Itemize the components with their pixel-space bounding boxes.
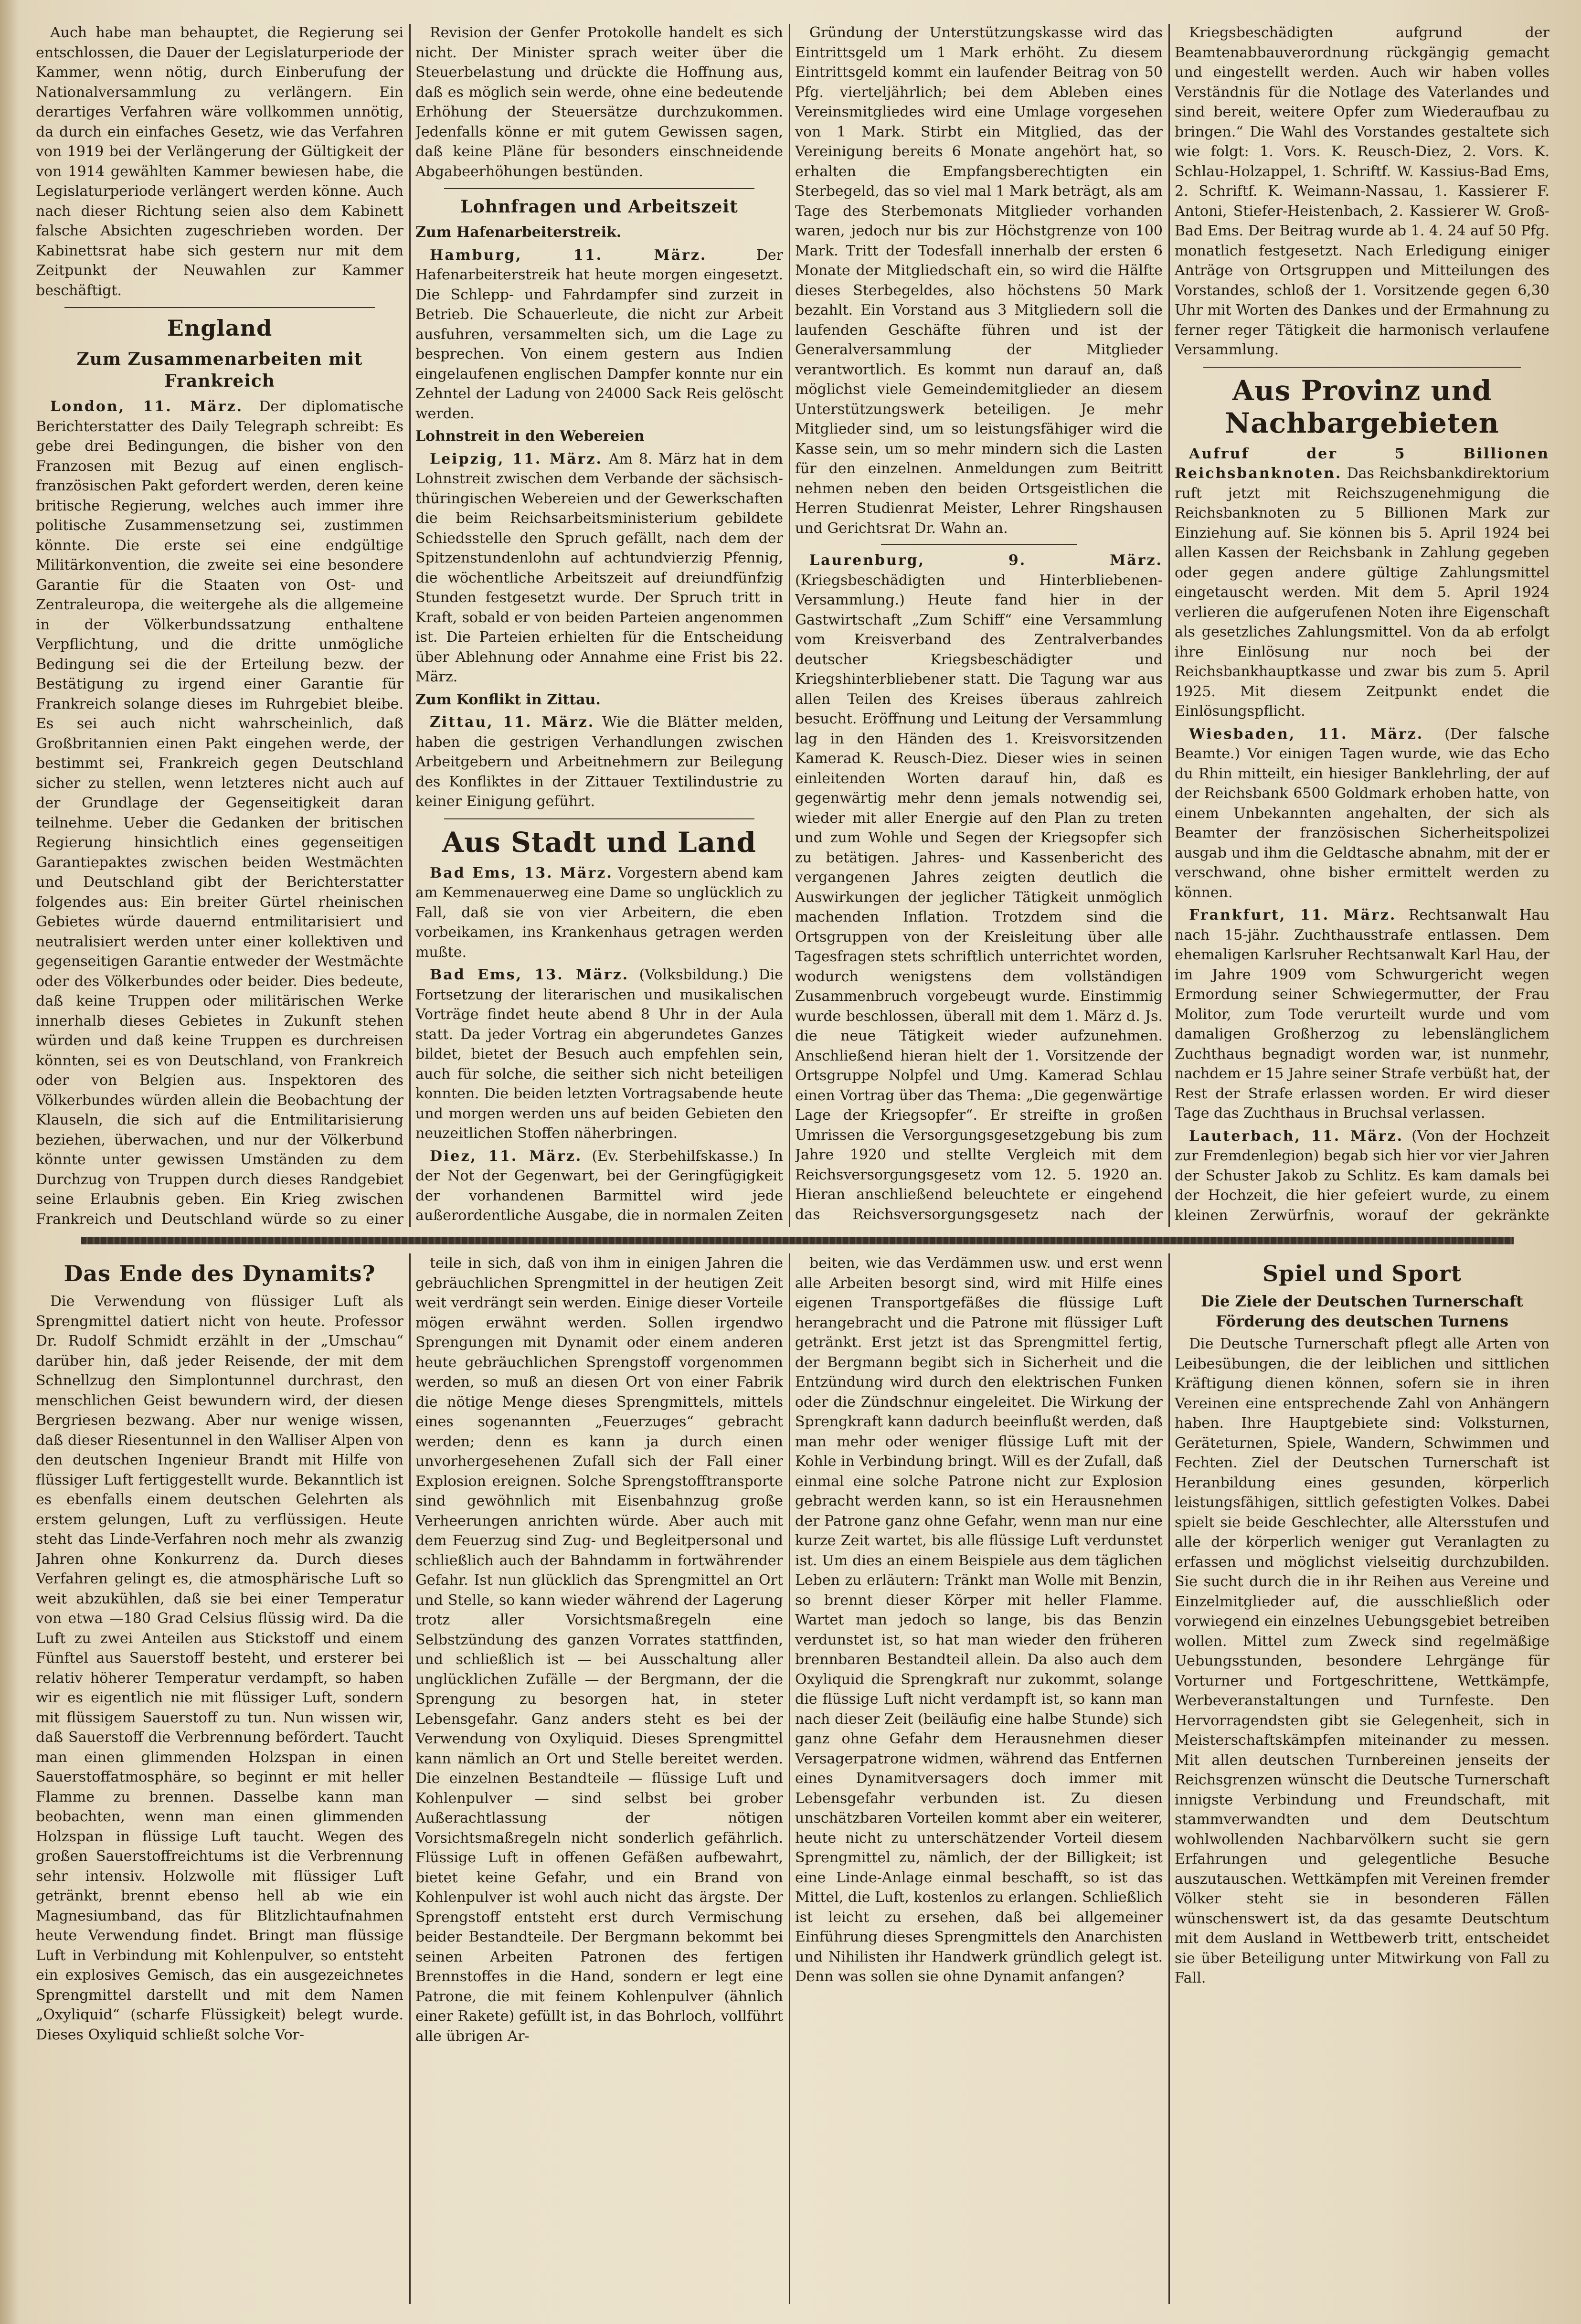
lohn-text-2: Am 8. März hat in dem Lohnstreit zwischen dem Verbande der sächsisch-thüringischen Webereien und der Gewerkschaften die beim Reichsarbeitsministerium gebildete Schiedsstelle den Spruch gefällt, nach dem der Spitzenstundenlohn auf achtundvierzig Pfennig, die wöchentliche Arbeitszeit auf dreiundfünfzig Stunden festgesetzt wurde. Der Spruch tritt in Kraft, sobald er von beiden Parteien angenommen ist. Die Parteien erhielten für die Entscheidung über Ablehnung oder Annahme eine Frist bis 22. März. — [415, 450, 783, 685]
provinz-dateline-2: Wiesbaden, 11. März. — [1189, 725, 1424, 743]
column-3 — [795, 23, 1163, 1226]
stadt-dateline-3: Diez, 11. März. — [430, 1147, 583, 1165]
divider — [444, 188, 754, 189]
provinz-article-2 — [1175, 724, 1549, 903]
provinz-text-4: (Von der Hochzeit zur Fremdenlegion) begab sich hier vor vier Jahren der Schuster Jakob zu Schlitz. Es kam damals bei der Hochzeit, die hier gefeiert wurde, zu einem kleinen Zerwürfnis, worauf der gekränkte — [1175, 1127, 1549, 1224]
lohn-article-2 — [415, 449, 783, 687]
page-edge-shadow — [0, 0, 19, 2324]
laurenburg-dateline: Laurenburg, 9. März. — [809, 552, 1163, 569]
england-kicker: England — [167, 315, 273, 341]
sport-headline: Spiel und Sport — [1262, 1261, 1462, 1286]
feature-column-2 — [415, 1253, 783, 2304]
provinz-article-1 — [1175, 444, 1549, 722]
provinz-article-4 — [1175, 1126, 1549, 1227]
sport-text: Die Deutsche Turnerschaft pflegt alle Arten von Leibesübungen, die der leiblichen und sittlichen Kräftigung dienen können, sofern sie in ihren Vereinen eine entsprechende Zahl von Anhängern haben. Ihre Hauptgebiete sind: Volksturnen, Geräteturnen, Spiele, Wandern, Schwimmen und Fechten. Ziel der Deutschen Turnerschaft ist Heranbildung eines gesunden, körperlich leistungsfähigen, sittlich gefestigten Volkes. Dabei spielt sie beide Geschlechter, alle Altersstufen und alle der körperlich weniger gut Veranlagten zu erfassen und möglichst vielseitig durchzubilden. Sie sucht durch die in ihr Reihen aus Vereine und Einzelmitglieder auf, die ausschließlich oder vorwiegend ein einzelnes Uebungsgebiet betreiben wollen. Mittel zum Zweck sind regelmäßige Uebungsstunden, besondere Lehrgänge für Vorturner und Fortgeschrittene, Wettkämpfe, Werbeveranstaltungen und Turnfeste. Den Hervorragendsten gibt sie Gelegenheit, sich in Meisterschaftskämpfen miteinander zu messen. Mit allen deutschen Turnbereinen jenseits der Reichsgrenzen wünscht die Deutsche Turnerschaft innigste Verbindung und Freundschaft, mit stammverwandten und dem Deutschtum wohlwollenden Nachbarvölkern sucht sie gern Erfahrungen und gelegentliche Besuche auszutauschen. Wettkämpfen mit Vereinen fremder Völker steht sie in besonderen Fällen wünschenswert ist, da das gesamte Deutschtum mit dem Ausland in Wettbewerb tritt, entscheidet sie über Beteiligung unter Mitwirkung von Fall zu Fall. — [1175, 1336, 1549, 1986]
stadt-dateline-2: Bad Ems, 13. März. — [430, 966, 629, 983]
provinz-text-2: (Der falsche Beamte.) Vor einigen Tagen wurde, wie das Echo du Rhin mitteilt, ein hiesiger Banklehrling, der auf der Reichsbank 6500 Goldmark erhoben hatte, von einem Unbekannten angehalten, der sich als Beamter der französischen Sicherheitspolizei ausgab und ihm die Geldtasche abnahm, mit der er verschwand, ohne bisher ermittelt werden zu können. — [1175, 725, 1549, 901]
laurenburg-text: (Kriegsbeschädigten und Hinterbliebenen-Versammlung.) Heute fand hier in der Gastwirtschaft „Zum Schiff“ eine Versammlung vom Kreisverband des Zentralverbandes deutscher Kriegsbeschädigter und Kriegshinterbliebener statt. Die Tagung war aus allen Teilen des Kreises überaus zahlreich besucht. Eröffnung und Leitung der Versammlung lag in den Händen des 1. Kreisvorsitzenden Kamerad K. Reusch-Diez. Dieser wies in seinen einleitenden Worten darauf hin, daß es gegenwärtig mehr denn jemals notwendig sei, wieder mit aller Energie auf den Plan zu treten und zum Wohle und Segen der Kriegsopfer sich zu betätigen. Jahres- und Kassenbericht des vergangenen Jahres zeigten deutlich die Auswirkungen der jeglicher Tätigkeit unmöglich machenden Inflation. Trotzdem sind die Ortsgruppen von der Kreisleitung über alle Tagesfragen stets schriftlich unterrichtet worden, wodurch wenigstens dem vollständigen Zusammenbruch vorgebeugt wurde. Einstimmig wurde beschlossen, überall mit dem 1. März d. Js. die neue Tätigkeit wieder aufzunehmen. Anschließend hieran hielt der 1. Vorsitzende der Ortsgruppe Nolpfel und Umg. Kamerad Schlau einen Vortrag über das Thema: „Die gegenwärtige Lage der Kriegsopfer“. Er streifte in großen Umrissen die Versorgungsgesetzgebung bis zum Jahre 1920 und stellte Vergleich mit dem Reichsversorgungsgesetz vom 12. 5. 1920 an. Hieran anschließend beleuchtete er eingehend das Reichsversorgungsgesetz nach der — [795, 572, 1163, 1223]
lohn-subhead-1: Zum Hafenarbeiterstreik. — [415, 224, 622, 241]
feature-text-3: beiten, wie das Verdämmen usw. und erst wenn alle Arbeiten besorgt sind, wird mit Hilfe eines eigenen Transportgefäßes die flüssige Luft herangebracht und die Patrone mit flüssiger Luft getränkt. Erst jetzt ist das Sprengmittel fertig, der Bergmann begibt sich in Sicherheit und die Entzündung wird durch den elektrischen Funken oder die Zündschnur eingeleitet. Die Wirkung der Sprengkraft kann dadurch beeinflußt werden, daß man mehr oder weniger flüssige Luft mit der Kohle in Verbindung bringt. Will es der Zufall, daß einmal eine solche Patrone nicht zur Explosion gebracht werden kann, so ist ein Herausnehmen der Patrone ganz ohne Gefahr, wenn man nur eine kurze Zeit wartet, bis alle flüssige Luft verdunstet ist. Um dies an einem Beispiele aus dem täglichen Leben zu erläutern: Tränkt man Wolle mit Benzin, so brennt dieser Körper mit heller Flamme. Wartet man jedoch so lange, bis das Benzin verdunstet ist, so hat man wieder den früheren brennbaren Bestandteil allein. Da also auch dem Oxyliquid die Sprengkraft nur zukommt, solange die flüssige Luft nicht verdampft ist, so kann man nach dieser Zeit (beiläufig eine halbe Stunde) sich ganz ohne Gefahr dem Herausnehmen dieser Versagerpatrone widmen, während das Entfernen eines Dynamitversagers doch immer mit Lebensgefahr verbunden ist. Zu diesen unschätzbaren Vorteilen kommt aber ein weiterer, heute nicht zu unterschätzender Vorteil diesem Sprengmittel zu, nämlich, der der Billigkeit; ist eine Linde-Anlage einmal beschafft, so ist das Mittel, die Luft, kostenlos zu erlangen. Schließlich ist leicht zu ersehen, daß bei allgemeiner Einführung dieses Sprengmittels den Anarchisten und Nihilisten ihr Handwerk gründlich gelegt ist. Denn was sollen sie ohne Dynamit anfangen? — [795, 1255, 1163, 1985]
feature-headline: Das Ende des Dynamits? — [64, 1261, 376, 1286]
provinz-subhead-1: Aufruf der 5 Billionen Reichsbanknoten. — [1175, 445, 1549, 482]
england-dateline: London, 11. März. — [50, 398, 244, 415]
lohn-text-3: Wie die Blätter melden, haben die gestrigen Verhandlungen zwischen Arbeitgebern und Arbeitnehmern zur Beilegung des Konfliktes in der Zittauer Textilindustrie zu keiner Einigung geführt. — [415, 714, 783, 810]
laurenburg-article — [795, 551, 1163, 1226]
lohn-text-1: Der Hafenarbeiterstreik hat heute morgen eingesetzt. Die Schlepp- und Fahrdampfer sind zurzeit in Betrieb. Die Schauerleute, die nicht zur Arbeit ausfuhren, versammelten sich, um die Lage zu besprechen. Von einem gestern aus Indien eingelaufenen englischen Dampfer konnte nur ein Zehntel der Ladung von 24000 Sack Reis gelöscht werden. — [415, 246, 783, 422]
sport-subhead: Die Ziele der Deutschen Turnerschaft Förderung des deutschen Turnens — [1201, 1292, 1523, 1330]
lohn-dateline-3: Zittau, 11. März. — [430, 714, 595, 731]
lohn-subhead-3: Zum Konflikt in Zittau. — [415, 691, 601, 708]
column-4 — [1175, 23, 1549, 1226]
col1-intro: Auch habe man behauptet, die Regierung sei entschlossen, die Dauer der Legislaturperiode der Kammer, wenn nötig, durch Einberufung der Nationalversammlung zu verlängern. Ein derartiges Verfahren wäre vollkommen unnötig, da durch ein einfaches Gesetz, wie das Verfahren von 1919 bei der Verlängerung der Gültigkeit der von 1914 gewählten Kammer bewiesen habe, die Legislaturperiode verlängert werden könne. Auch nach dieser Richtung seien also dem Kabinett falsche Absichten zugeschrieben worden. Der Kabinettsrat habe sich gestern nur mit dem Zeitpunkt der Neuwahlen zur Kammer beschäftigt. — [36, 24, 403, 299]
col2-intro: Revision der Genfer Protokolle handelt es sich nicht. Der Minister sprach weiter über die Steuerbelastung und drückte die Hoffnung aus, daß es möglich sein werde, ohne eine bedeutende Erhöhung der Steuersätze durchzukommen. Jedenfalls könne er mit gutem Gewissen sagen, daß keine Pläne für besonders einschneidende Abgabeerhöhungen bestünden. — [415, 24, 783, 180]
provinz-dateline-3: Frankfurt, 11. März. — [1189, 907, 1397, 923]
feature-text-1: Die Verwendung von flüssiger Luft als Sprengmittel datiert nicht von heute. Professor Dr. Rudolf Schmidt erzählt in der „Umschau“ darüber hin, daß jeder Reisende, der mit dem Schnellzug den Simplontunnel durchrast, den menschlichen Geist bewundern wird, der diesen Bergriesen bezwang. Aber nur wenige wissen, daß dieser Riesentunnel in den Walliser Alpen von den deutschen Ingenieur Brandt mit Hilfe von flüssiger Luft fertiggestellt wurde. Bekanntlich ist es ebenfalls einem deutschen Gelehrten als erstem gelungen, Luft zu verflüssigen. Heute steht das Linde-Verfahren noch mehr als zwanzig Jahren ohne Konkurrenz da. Durch dieses Verfahren gelingt es, die atmosphärische Luft so weit abzukühlen, daß sie bei einer Temperatur von etwa —180 Grad Celsius flüssig wird. Da die Luft zu zwei Anteilen aus Stickstoff und einem Fünftel aus Sauerstoff besteht, und ersterer bei relativ höherer Temperatur verdampft, so haben wir es eigentlich nie mit flüssiger Luft, sondern mit flüssigem Sauerstoff zu tun. Nun wissen wir, daß Sauerstoff die Verbrennung befördert. Taucht man einen glimmenden Holzspan in einen Sauerstoffatmosphäre, so beginnt er mit heller Flamme zu brennen. Dasselbe kann man beobachten, wenn man einen glimmenden Holzspan in flüssige Luft taucht. Wegen des großen Sauerstoffreichtums ist die Verbrennung sehr intensiv. Holzwolle mit flüssiger Luft getränkt, brennt ebenso hell ab wie ein Magnesiumband, das für Blitzlichtaufnahmen heute Verwendung findet. Bringt man flüssige Luft in Verbindung mit Kohlenpulver, so entsteht ein explosives Gemisch, das ein ausgezeichnetes Sprengmittel darstellt und mit dem Namen „Oxyliquid“ (scharfe Flüssigkeit) belegt wurde. Dieses Oxyliquid schließt solche Vor- — [36, 1293, 403, 2043]
sport-column — [1175, 1253, 1549, 2304]
england-text: Der diplomatische Berichterstatter des Daily Telegraph schreibt: Es gebe drei Bedingungen, die bisher von den Franzosen mit Bezug auf einen englisch-französischen Pakt gefordert werden, deren keine britische Regierung, welches auch immer ihre politische Zusammensetzung sei, zustimmen könnte. Die erste sei eine endgültige Militärkonvention, die zweite sei eine besondere Garantie für die Staaten von Ost- und Zentraleuropa, die weitergehe als die allgemeine in der Völkerbundssatzung enthaltene Verpflichtung, und die dritte unmögliche Bedingung sei die der Erteilung bezw. der Bestätigung zu irgend einer Garantie für Frankreich solange dieses im Ruhrgebiet bleibe. Es sei auch nicht wahrscheinlich, daß Großbritannien einen Pakt eingehen werde, der bestimmt sei, Frankreich gegen Deutschland sicher zu stellen, wenn letzteres nicht auch auf der Grundlage der Gegenseitigkeit daran teilnehme. Ueber die Gedanken der britischen Regierung hinsichtlich eines gegenseitigen Garantiepaktes zwischen beiden Westmächten und Deutschland gibt der Berichterstatter folgendes aus: Ein breiter Gürtel rheinischen Gebietes würde dauernd entmilitarisiert und neutralisiert werden unter einer kollektiven und gegenseitigen Garantie entweder der Westmächte oder des Völkerbundes oder beider. Dies bedeute, daß keine Truppen oder militärischen Werke innerhalb dieses Gebietes in Zukunft stehen würden und daß keine Truppen es durchreisen könnten, sei es von Deutschland, von Frankreich oder von Belgien aus. Inspektoren des Völkerbundes würden allein die Beobachtung der Klauseln, die sich auf die Entmilitarisierung beziehen, überwachen, und nur der Völkerbund könnte unter gewissen Umständen zu dem Durchzug von Truppen durch dieses Randgebiet seine Erlaubnis geben. Ein Krieg zwischen Frankreich und Deutschland würde so zu einer — [36, 398, 403, 1226]
column-rule — [789, 24, 790, 1227]
stadt-text-2: (Volksbildung.) Die Fortsetzung der literarischen und musikalischen Vorträge findet heute abend 8 Uhr in der Aula statt. Da jeder Vortrag ein abgerundetes Ganzes bildet, bietet der Besuch auch empfehlen sein, auch für solche, die seither sich nicht beteiligen konnten. Die beiden letzten Vortragsabende heute und morgen werden uns auf beiden Gebieten den neuzeitlichen Stoffen näherbringen. — [415, 966, 783, 1142]
lohn-dateline-1: Hamburg, 11. März. — [430, 246, 707, 264]
provinz-article-3 — [1175, 905, 1549, 1124]
stadt-headline: Aus Stadt und Land — [442, 826, 756, 859]
diez-continued: Gründung der Unterstützungskasse wird das Eintrittsgeld um 1 Mark erhöht. Zu diesem Eintrittsgeld kommt ein laufender Beitrag von 50 Pfg. vierteljährlich; bei dem Ableben eines Vereinsmitgliedes wird eine Umlage vorgesehen von 1 Mark. Stirbt ein Mitglied, das der Vereinigung bereits 6 Monate angehört hat, so erhalten die Empfangsberechtigten ein Sterbegeld, das so viel mal 1 Mark beträgt, als am Tage des Sterbemonats Mitglieder vorhanden waren, jedoch nur bis zur Höchstgrenze von 100 Mark. Tritt der Todesfall innerhalb der ersten 6 Monate der Mitgliedschaft ein, so wird die Hälfte dieses Sterbegeldes, also höchstens 50 Mark bezahlt. Ein Vorstand aus 3 Mitgliedern soll die laufenden Geschäfte führen und ist der Generalversammlung der Mitglieder verantwortlich. Es kommt nun darauf an, daß möglichst viele Gemeindemitglieder an diesem Unterstützungswerk beteiligen. Je mehr Mitglieder sind, um so leistungsfähiger wird die Kasse sein, um so mehr mindern sich die Lasten für den einzelnen. Anmeldungen zum Beitritt nehmen neben den beiden Ortsgeistlichen die Herren Studienrat Meister, Lehrer Ringshausen und Gerichtsrat Dr. Wahn an. — [795, 24, 1163, 537]
england-headline: Zum Zusammenarbeiten mit Frankreich — [76, 349, 363, 391]
lohn-article-3 — [415, 712, 783, 812]
divider — [1203, 367, 1521, 368]
stadt-dateline-1: Bad Ems, 13. März. — [430, 864, 613, 881]
provinz-dateline-4: Lauterbach, 11. März. — [1189, 1127, 1404, 1145]
column-rule — [1168, 24, 1170, 1227]
lohn-headline: Lohnfragen und Arbeitszeit — [460, 197, 738, 217]
lohn-subhead-2: Lohnstreit in den Webereien — [415, 428, 645, 445]
column-rule — [409, 1253, 411, 2304]
lohn-dateline-2: Leipzig, 11. März. — [430, 450, 603, 467]
lohn-article-1 — [415, 245, 783, 424]
column-rule — [409, 24, 411, 1227]
column-rule — [789, 1253, 790, 2304]
column-2 — [415, 23, 783, 1226]
provinz-text-1: Das Reichsbankdirektorium ruft jetzt mit Reichszugenehmigung die Reichsbanknoten zu 5 Billionen Mark zur Einziehung auf. Sie können bis 5. April 1924 bei allen Kassen der Reichsbank in Zahlung gegeben oder gegen andere gültige Zahlungsmittel eingetauscht werden. Mit dem 5. April 1924 verlieren die aufgerufenen Noten ihre Eigenschaft als gesetzliches Zahlungsmittel. Von da ab erfolgt ihre Einlösung nur noch bei der Reichsbankhauptkasse und zwar bis zum 5. April 1925. Mit diesem Zeitpunkt endet die Einlösungspflicht. — [1175, 465, 1549, 720]
feature-column-3 — [795, 1253, 1163, 2304]
england-article — [36, 397, 403, 1226]
divider — [64, 307, 375, 308]
stadt-article-2 — [415, 965, 783, 1144]
stadt-article-3 — [415, 1146, 783, 1227]
stadt-text-1: Vorgestern abend kam am Kemmenauerweg eine Dame so unglücklich zu Fall, daß sie von vier Arbeitern, die eben vorbeikamen, ins Krankenhaus getragen werden mußte. — [415, 864, 783, 961]
column-rule — [1168, 1253, 1170, 2304]
provinz-text-3: Rechtsanwalt Hau nach 15-jähr. Zuchthausstrafe entlassen. Dem ehemaligen Karlsruher Rechtsanwalt Karl Hau, der im Jahre 1909 vom Schwurgericht wegen Ermordung seiner Schwiegermutter, der Frau Molitor, zum Tode verurteilt wurde und vom damaligen Großherzog zu lebenslänglichem Zuchthaus begnadigt worden war, ist nunmehr, nachdem er 15 Jahre seiner Strafe verbüßt hat, der Rest der Strafe erlassen worden. Er wird dieser Tage das Zuchthaus in Bruchsal verlassen. — [1175, 907, 1549, 1122]
divider — [444, 818, 754, 819]
column-1 — [36, 23, 403, 1226]
divider — [881, 544, 1077, 545]
col4-intro: Kriegsbeschädigten aufgrund der Beamtenabbauverordnung rückgängig gemacht und eingestellt werden. Auch wir haben volles Verständnis für die Notlage des Vaterlandes und sind bereit, weitere Opfer zum Wiederaufbau zu bringen.“ Die Wahl des Vorstandes gestaltete sich wie folgt: 1. Vors. K. Reusch-Diez, 2. Vors. K. Schlau-Holzappel, 1. Schriftf. W. Kassius-Bad Ems, 2. Schriftf. K. Weimann-Nassau, 1. Kassierer F. Antoni, Stiefer-Heistenbach, 2. Kassierer W. Groß-Bad Ems. Der Beitrag wurde ab 1. 4. 24 auf 50 Pfg. monatlich festgesetzt. Nach Erledigung einiger Anträge von Ortsgruppen und Mitteilungen des Vorstandes, schloß der 1. Vorsitzende gegen 6,30 Uhr mit Worten des Dankes und der Ermahnung zu ferner reger Tätigkeit die harmonisch verlaufene Versammlung. — [1175, 24, 1549, 358]
stadt-text-3: (Ev. Sterbehilfskasse.) In der Not der Gegenwart, bei der Geringfügigkeit der vorhandenen Barmittel wird jede außerordentliche Ausgabe, die in normalen Zeiten — [415, 1147, 783, 1224]
feature-column-1 — [36, 1253, 403, 2304]
feuilleton-rule — [81, 1237, 1514, 1244]
stadt-article-1 — [415, 863, 783, 963]
provinz-headline: Aus Provinz und Nachbargebieten — [1225, 374, 1499, 439]
feature-text-2: teile in sich, daß von ihm in einigen Jahren die gebräuchlichen Sprengmittel in der heutigen Zeit weit verdrängt sein werden. Einige dieser Vorteile mögen erwähnt werden. Sollen irgendwo Sprengungen mit Dynamit oder einem anderen heute gebräuchlichen Sprengstoff vorgenommen werden, so muß an diesen Ort von einer Fabrik die nötige Menge dieses Sprengmittels, mittels eines sogenannten „Feuerzuges“ gebracht werden; denn es kann ja durch einen unvorhergesehenen Zufall sich der Fall einer Explosion ereignen. Solche Sprengstofftransporte sind gewöhnlich mit Eisenbahnzug große Verheerungen anrichten würde. Aber auch mit dem Feuerzug sind Zug- und Begleitpersonal und schließlich auch der Bahndamm in fortwährender Gefahr. Ist nun glücklich das Sprengmittel an Ort und Stelle, so kann wieder während der Lagerung trotz aller Vorsichtsmaßregeln eine Selbstzündung des ganzen Vorrates stattfinden, und schließlich ist — bei Ausschaltung aller unglücklichen Zufälle — der Bergmann, der die Sprengung zu besorgen hat, in steter Lebensgefahr. Ganz anders steht es bei der Verwendung von Oxyliquid. Dieses Sprengmittel kann nämlich an Ort und Stelle bereitet werden. Die einzelnen Bestandteile — flüssige Luft und Kohlenpulver — sind selbst bei grober Außerachtlassung der nötigen Vorsichtsmaßregeln nicht sonderlich gefährlich. Flüssige Luft in offenen Gefäßen aufbewahrt, bietet keine Gefahr, und ein Brand von Kohlenpulver ist wohl auch nicht das ärgste. Der Sprengstoff entsteht erst durch Vermischung beider Bestandteile. Der Bergmann bekommt bei seinen Arbeiten Patronen des fertigen Brennstoffes in die Hand, sondern er legt eine Patrone, die mit feinem Kohlenpulver (ähnlich einer Rakete) gefüllt ist, in das Bohrloch, vollführt alle übrigen Ar- — [415, 1255, 783, 2045]
